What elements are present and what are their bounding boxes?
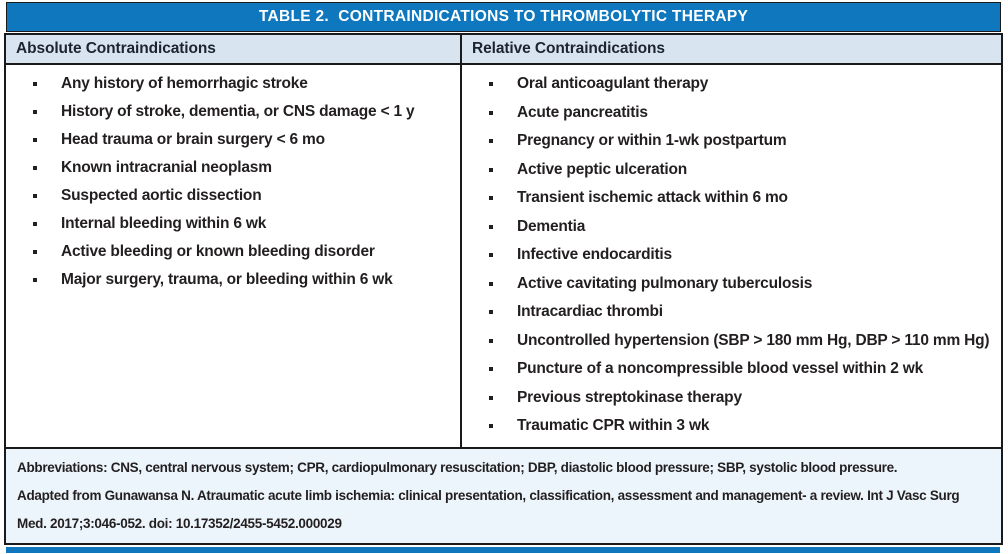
square-bullet-icon: [489, 253, 493, 257]
table-main-box: [4, 33, 1003, 545]
square-bullet-icon: [489, 111, 493, 115]
list-item: Intracardiac thrombi: [462, 298, 1001, 327]
list-item: Oral anticoagulant therapy: [462, 70, 1001, 99]
absolute-contraindications-cell: [6, 65, 462, 447]
square-bullet-icon: [489, 139, 493, 143]
list-item: Traumatic CPR within 3 wk: [462, 412, 1001, 441]
list-item: Active cavitating pulmonary tuberculosis: [462, 270, 1001, 299]
list-item: Puncture of a noncompressible blood vessel within 2 wk: [462, 355, 1001, 384]
list-item: Uncontrolled hypertension (SBP > 180 mm Hg, DBP > 110 mm Hg): [462, 327, 1001, 356]
square-bullet-icon: [33, 110, 37, 114]
list-item: Active bleeding or known bleeding disorder: [6, 238, 460, 266]
column-header-absolute-label: Absolute Contraindications: [16, 40, 216, 57]
square-bullet-icon: [33, 278, 37, 282]
list-item: Internal bleeding within 6 wk: [6, 210, 460, 238]
square-bullet-icon: [489, 367, 493, 371]
square-bullet-icon: [489, 168, 493, 172]
square-bullet-icon: [33, 194, 37, 198]
square-bullet-icon: [33, 166, 37, 170]
table-title: TABLE 2. CONTRAINDICATIONS TO THROMBOLYTIC THERAPY: [258, 8, 749, 25]
citation-note: Adapted from Gunawansa N. Atraumatic acute limb ischemia: clinical presentation, classification, assessment and management- a review. Int J Vasc Surg Med. 2017;3:046-052. doi: 10.17352/2455-5452.000029: [17, 488, 960, 531]
square-bullet-icon: [489, 82, 493, 86]
list-item: Major surgery, trauma, or bleeding within 6 wk: [6, 266, 460, 294]
list-item: Suspected aortic dissection: [6, 182, 460, 210]
list-item: Any history of hemorrhagic stroke: [6, 70, 460, 98]
column-header-absolute: [6, 35, 462, 63]
square-bullet-icon: [489, 396, 493, 400]
list-item: Active peptic ulceration: [462, 156, 1001, 185]
square-bullet-icon: [33, 138, 37, 142]
list-item: Known intracranial neoplasm: [6, 154, 460, 182]
table-footnote: [6, 447, 1001, 543]
list-item: Previous streptokinase therapy: [462, 384, 1001, 413]
square-bullet-icon: [33, 250, 37, 254]
square-bullet-icon: [33, 82, 37, 86]
bottom-accent-bar: [6, 547, 1000, 553]
square-bullet-icon: [489, 196, 493, 200]
square-bullet-icon: [489, 282, 493, 286]
absolute-contraindications-list: [6, 70, 460, 294]
column-header-relative-label: Relative Contraindications: [472, 40, 665, 57]
list-item: Transient ischemic attack within 6 mo: [462, 184, 1001, 213]
list-item: Dementia: [462, 213, 1001, 242]
table-header-row: [6, 35, 1001, 65]
relative-contraindications-list: [462, 70, 1001, 441]
list-item: Pregnancy or within 1-wk postpartum: [462, 127, 1001, 156]
list-item: Infective endocarditis: [462, 241, 1001, 270]
square-bullet-icon: [489, 310, 493, 314]
list-item: Head trauma or brain surgery < 6 mo: [6, 126, 460, 154]
list-item: Acute pancreatitis: [462, 99, 1001, 128]
abbreviations-note: Abbreviations: CNS, central nervous system; CPR, cardiopulmonary resuscitation; DBP, diastolic blood pressure; SBP, systolic blood pressure.: [17, 460, 898, 475]
relative-contraindications-cell: [462, 65, 1001, 447]
column-header-relative: [462, 35, 1001, 63]
table-body: [6, 65, 1001, 447]
table-title-bar: [6, 2, 1001, 32]
square-bullet-icon: [489, 225, 493, 229]
square-bullet-icon: [489, 339, 493, 343]
square-bullet-icon: [489, 424, 493, 428]
list-item: History of stroke, dementia, or CNS damage < 1 y: [6, 98, 460, 126]
square-bullet-icon: [33, 222, 37, 226]
